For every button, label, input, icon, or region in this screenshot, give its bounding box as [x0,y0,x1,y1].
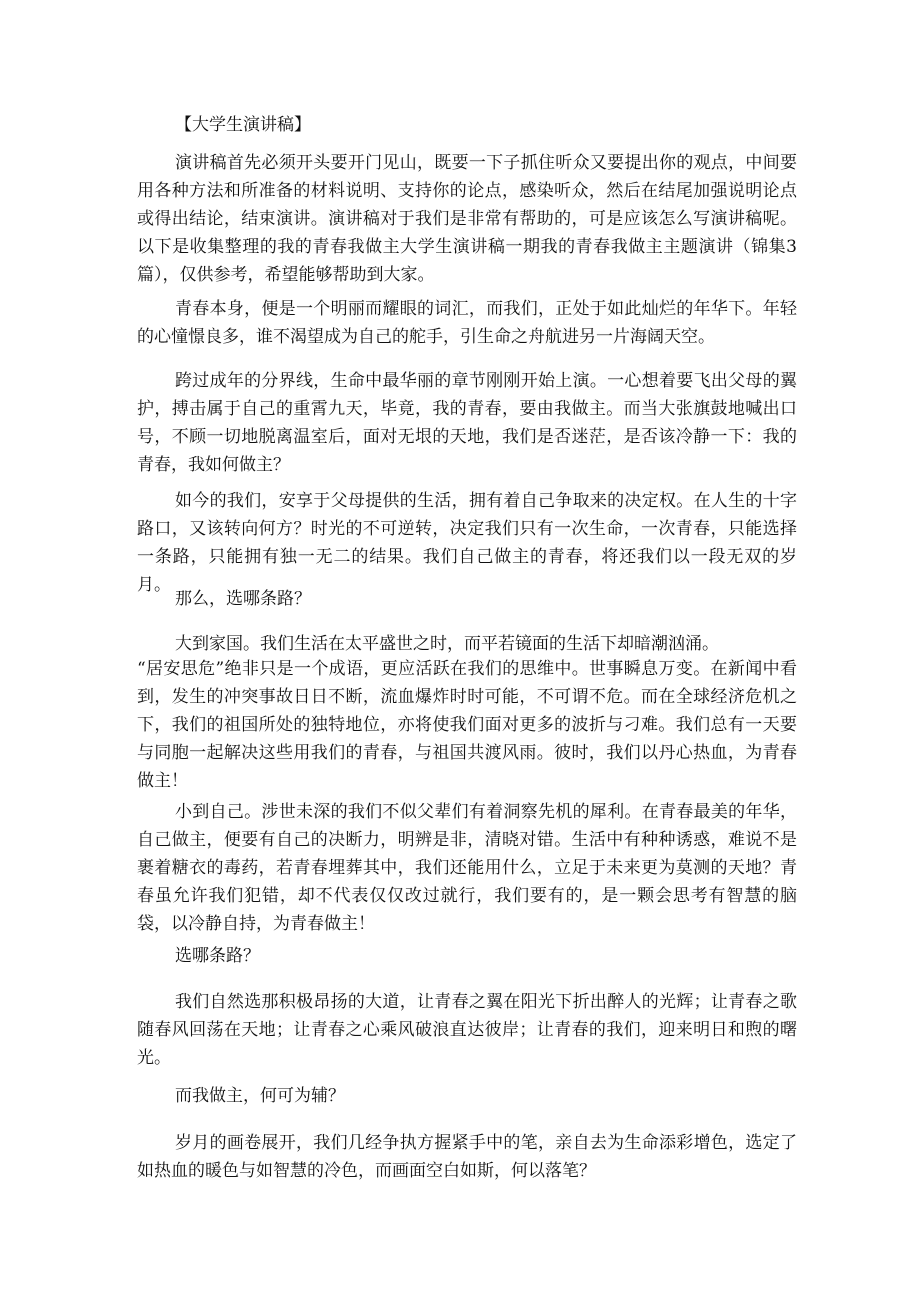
document-title: 【大学生演讲稿】 [175,115,311,135]
paragraph-bright-road: 我们自然选那积极昂扬的大道，让青春之翼在阳光下折出醉人的光辉；让青春之歌随春风回荡在天地；让青春之心乘风破浪直达彼岸；让青春的我们，迎来明日和煦的曙光。 [137,992,797,1068]
paragraph-adulthood: 跨过成年的分界线，生命中最华丽的章节刚刚开始上演。一心想着要飞出父母的翼护，搏击属于自己的重霄九天，毕竟，我的青春，要由我做主。而当大张旗鼓地喊出口号，不顾一切地脱离温室后，面对无垠的天地，我们是否迷茫，是否该冷静一下：我的青春，我如何做主？ [137,371,797,475]
paragraph-intro: 演讲稿首先必须开头要开门见山，既要一下子抓住听众又要提出你的观点，中间要用各种方法和所准备的材料说明、支持你的论点，感染听众，然后在结尾加强说明论点或得出结论，结束演讲。演讲稿对于我们是非常有帮助的，可是应该怎么写演讲稿呢。以下是收集整理的我的青春我做主大学生演讲稿一期我的青春我做主主题演讲（锦集3篇），仅供参考，希望能够帮助到大家。 [137,153,797,285]
paragraph-which-road-1: 那么，选哪条路？ [175,589,311,609]
paragraph-which-road-2: 选哪条路？ [175,946,260,966]
paragraph-self: 小到自己。涉世未深的我们不似父辈们有着洞察先机的犀利。在青春最美的年华，自己做主，便要有自己的决断力，明辨是非，清晓对错。生活中有种种诱惑，难说不是裹着糖衣的毒药，若青春埋葬其中，我们还能用什么，立足于未来更为莫测的天地？青春虽允许我们犯错，却不代表仅仅改过就行，我们要有的，是一颗会思考有智慧的脑袋，以冷静自持，为青春做主！ [137,802,797,934]
paragraph-assist: 而我做主，何可为辅？ [175,1086,345,1106]
paragraph-vigilance: “居安思危”绝非只是一个成语，更应活跃在我们的思维中。世事瞬息万变。在新闻中看到，发生的冲突事故日日不断，流血爆炸时时可能，不可谓不危。而在全球经济危机之下，我们的祖国所处的独特地位，亦将使我们面对更多的波折与刁难。我们总有一天要与同胞一起解决这些用我们的青春，与祖国共渡风雨。彼时，我们以丹心热血，为青春做主！ [137,659,797,791]
paragraph-scroll: 岁月的画卷展开，我们几经争执方握紧手中的笔，亲自去为生命添彩增色，选定了如热血的暖色与如智慧的冷色，而画面空白如斯，何以落笔？ [137,1133,797,1181]
paragraph-today: 如今的我们，安享于父母提供的生活，拥有着自己争取来的决定权。在人生的十字路口，又该转向何方？时光的不可逆转，决定我们只有一次生命，一次青春，只能选择一条路，只能拥有独一无二的结果。我们自己做主的青春，将还我们以一段无双的岁月。 [137,491,797,595]
paragraph-youth: 青春本身，便是一个明丽而耀眼的词汇，而我们，正处于如此灿烂的年华下。年轻的心憧憬良多，谁不渴望成为自己的舵手，引生命之舟航进另一片海阔天空。 [137,299,797,347]
paragraph-country: 大到家国。我们生活在太平盛世之时，而平若镜面的生活下却暗潮汹涌。 [175,634,719,654]
